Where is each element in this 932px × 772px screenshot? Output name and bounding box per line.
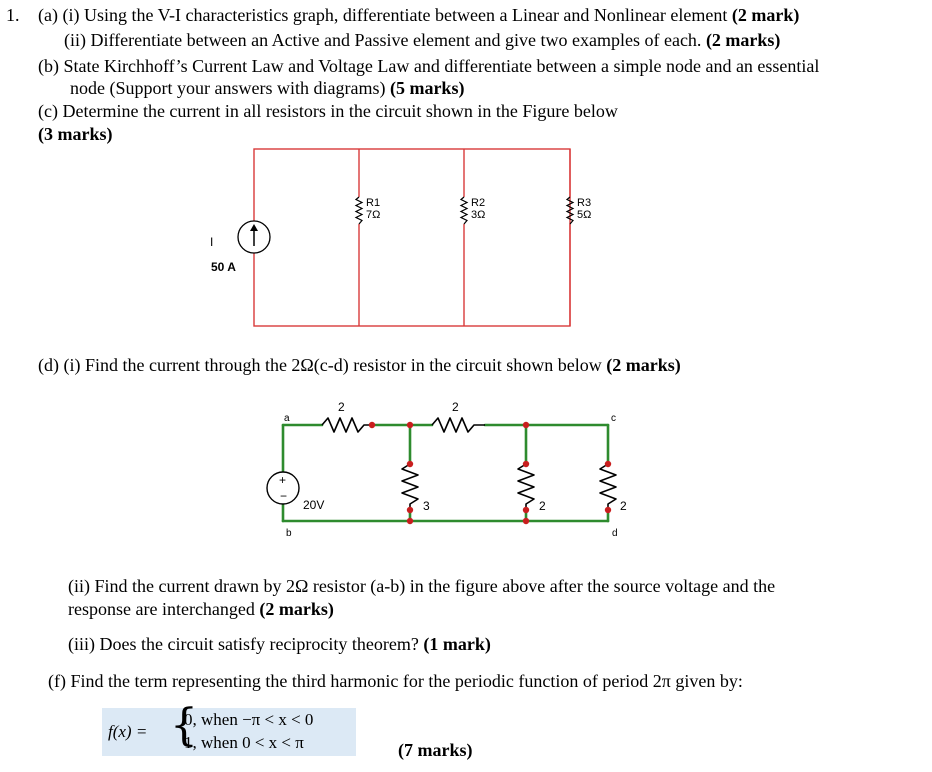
part-d-ii-line1: (ii) Find the current drawn by 2Ω resistor (a-b) in the figure above after the source voltage and the — [68, 576, 776, 596]
node-dot — [605, 507, 611, 513]
node-dot — [523, 507, 529, 513]
circuit-1-outer-wire — [254, 149, 570, 326]
part-a-i-text: (a) (i) Using the V-I characteristics graph, differentiate between a Linear and Nonlinear element — [38, 5, 728, 25]
part-d-i — [38, 354, 681, 376]
resistor-top-2-value: 2 — [452, 400, 459, 414]
resistor-r3-name: R3 — [577, 197, 592, 209]
formula-case-1: 0, when −π < x < 0 — [184, 710, 314, 729]
part-f-marks: (7 marks) — [398, 740, 473, 760]
node-d-label: d — [612, 528, 618, 539]
resistor-a-top-value: 2 — [338, 400, 345, 414]
node-c-label: c — [611, 413, 616, 424]
part-d-iii-marks: (1 mark) — [423, 634, 491, 654]
formula-brace-icon: { — [170, 700, 198, 751]
part-d-ii-line2 — [68, 598, 334, 620]
resistor-vertical-1-value: 3 — [423, 499, 430, 513]
resistor-r1-name: R1 — [366, 197, 381, 209]
node-b-label: b — [286, 528, 292, 539]
node-dot — [369, 422, 375, 428]
resistor-top-2 — [432, 418, 485, 432]
part-b-line2-text: node (Support your answers with diagrams) — [70, 78, 386, 98]
question-number: 1. — [6, 5, 20, 25]
resistor-vertical-2 — [518, 464, 534, 510]
circuit-1-diagram — [0, 0, 932, 340]
part-f-text: (f) Find the term representing the third harmonic for the periodic function of period 2π given by: — [48, 671, 743, 691]
node-dot — [523, 422, 529, 428]
node-dot — [407, 461, 413, 467]
resistor-vertical-cd — [600, 464, 616, 510]
node-dot — [523, 518, 529, 524]
part-d-ii-marks: (2 marks) — [259, 599, 334, 619]
resistor-r3-value: 5Ω — [577, 209, 592, 221]
node-dot — [407, 507, 413, 513]
part-c-marks: (3 marks) — [38, 124, 113, 144]
resistor-vertical-cd-value: 2 — [620, 499, 627, 513]
resistor-a-top — [322, 418, 372, 432]
part-d-ii-line2-text: response are interchanged — [68, 599, 255, 619]
resistor-vertical-2-value: 2 — [539, 499, 546, 513]
resistor-vertical-1 — [402, 464, 418, 510]
node-dot — [407, 422, 413, 428]
node-dot — [523, 461, 529, 467]
resistor-r2 — [461, 197, 467, 224]
current-source-label: I — [210, 235, 214, 249]
node-a-label: a — [284, 413, 290, 424]
resistor-r1 — [356, 197, 362, 224]
current-source-value: 50 A — [211, 260, 236, 274]
part-a-ii-text: (ii) Differentiate between an Active and Passive element and give two examples of each. — [64, 30, 702, 50]
part-b-line1: (b) State Kirchhoff’s Current Law and Voltage Law and differentiate between a simple node and an essential — [38, 56, 820, 76]
voltage-source-value: 20V — [303, 498, 325, 512]
voltage-source-minus-icon: − — [280, 489, 288, 503]
formula-case-2: 1, when 0 < x < π — [184, 733, 304, 752]
resistor-r2-name: R2 — [471, 197, 486, 209]
part-d-i-text: (d) (i) Find the current through the 2Ω(c-d) resistor in the circuit shown below — [38, 355, 602, 375]
part-d-i-marks: (2 marks) — [606, 355, 681, 375]
part-d-iii — [68, 633, 491, 655]
part-d-iii-text: (iii) Does the circuit satisfy reciprocity theorem? — [68, 634, 419, 654]
voltage-source-plus-icon: + — [279, 473, 287, 487]
part-a-ii-marks: (2 marks) — [705, 30, 781, 50]
part-c-text: (c) Determine the current in all resistors in the circuit shown in the Figure below — [38, 101, 618, 121]
part-b-marks: (5 marks) — [389, 78, 465, 98]
resistor-r1-value: 7Ω — [366, 209, 381, 221]
node-dot — [407, 518, 413, 524]
node-dot — [605, 461, 611, 467]
circuit-2-diagram — [0, 390, 932, 550]
resistor-r2-value: 3Ω — [471, 209, 486, 221]
formula-lhs: f(x) = — [108, 722, 148, 741]
part-a-i-marks: (2 mark) — [731, 5, 800, 25]
